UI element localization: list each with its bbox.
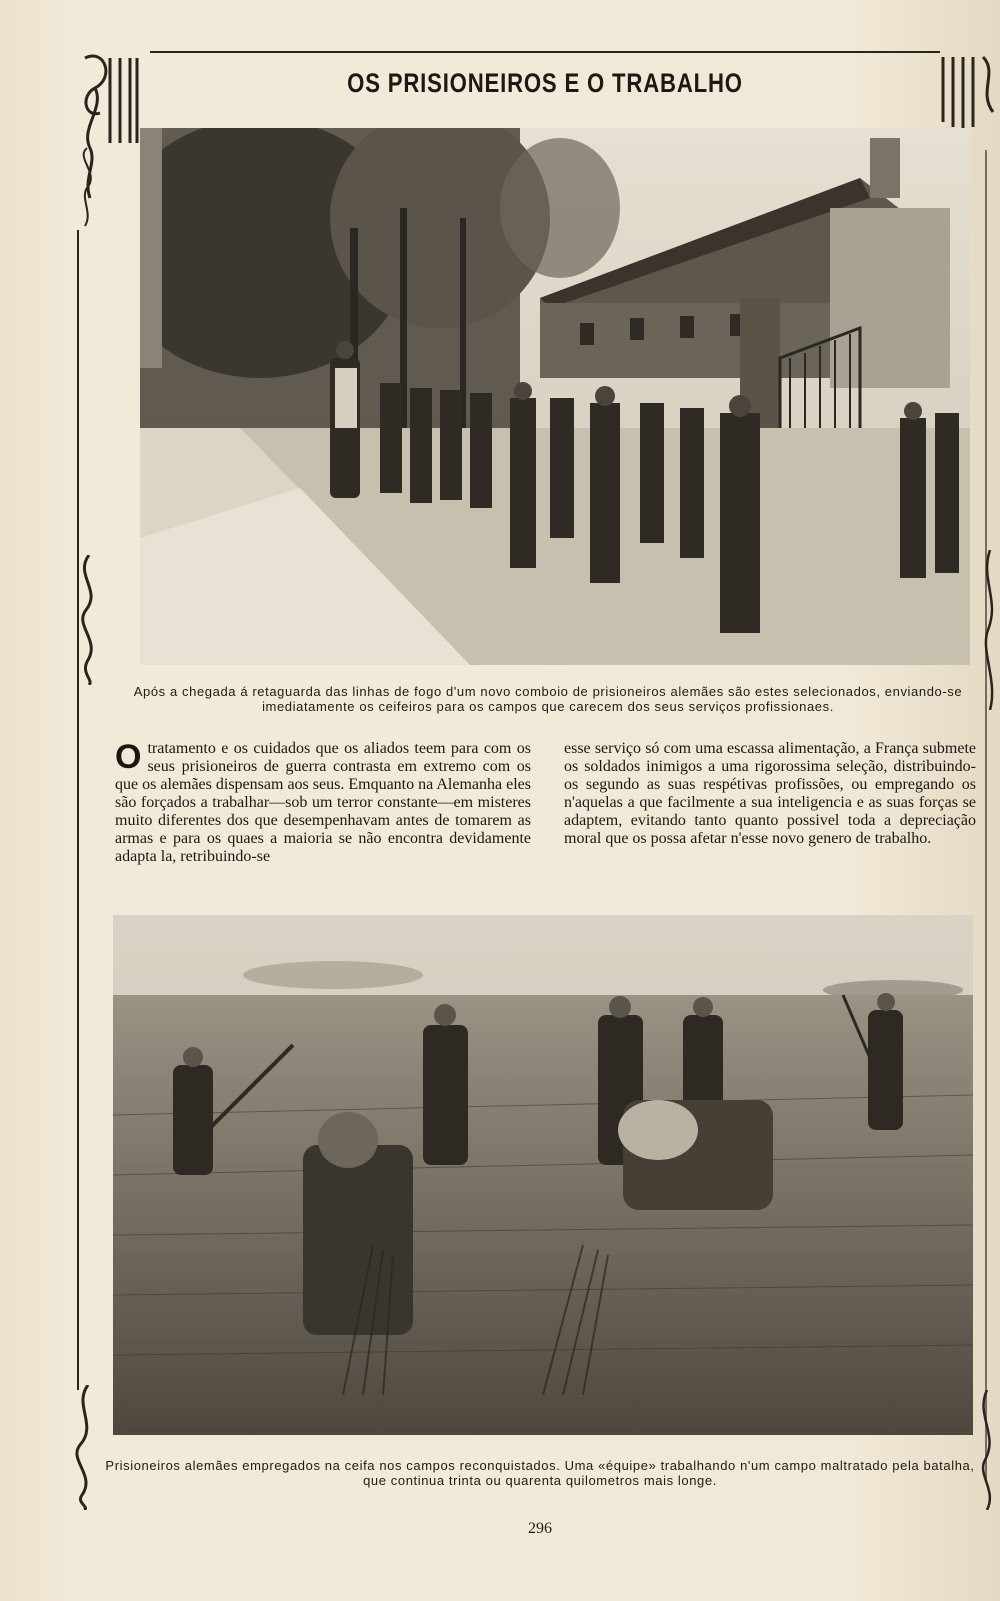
article-text-right: esse serviço só com uma escassa alimentação, a França submete os soldados inimigos a uma rigorossima seleção, distribuindo-os segundo as suas respétivas profissões, ou empregando os n'aquelas a que facilmente a sua inteligencia e as suas forças se adaptem, evitando tanto quanto possivel toda a depreciação moral que os possa afetar n'esse novo genero de trabalho. — [564, 740, 976, 847]
art-nouveau-ornament-bottom-left — [68, 1385, 102, 1510]
caption-bottom-photo: Prisioneiros alemães empregados na ceifa nos campos reconquistados. Uma «équipe» trabalhando n'um campo maltratado pela batalha, que continua trinta ou quarenta quilometros mais longe. — [105, 1458, 975, 1488]
article-column-left — [115, 740, 531, 866]
article-text-left: tratamento e os cuidados que os aliados teem para com os seus prisioneiros de guerra contrasta em extremo com os que os alemães dispensam aos seus. Emquanto na Alemanha eles são forçados a trabalhar—sob um terror constante—em misteres muito diferentes dos que desempenhavam antes de tomarem as armas e para os quaes a maioria se não encontra devidamente adapta la, retribuindo-se — [115, 740, 531, 865]
frame-left-rule — [77, 230, 79, 1390]
art-nouveau-ornament-mid-right — [980, 550, 1000, 710]
frame-top-rule — [150, 51, 940, 53]
art-nouveau-ornament-mid-left — [74, 555, 104, 685]
frame-right-rule — [985, 150, 987, 1480]
photo-prisoners-harvesting — [113, 915, 973, 1435]
page-number: 296 — [528, 1520, 552, 1537]
drop-cap: O — [115, 738, 142, 776]
photo-prisoners-arriving — [140, 128, 970, 665]
caption-top-photo: Após a chegada á retaguarda das linhas de fogo d'um novo comboio de prisioneiros alemães são estes selecionados, enviando-se imediatamente os ceifeiros para os campos que carecem dos seus serviços profissionaes. — [133, 684, 963, 714]
art-nouveau-ornament-bottom-right — [975, 1390, 1000, 1510]
page-title: OS PRISIONEIROS E O TRABALHO — [347, 68, 743, 98]
article-column-right — [564, 740, 976, 848]
art-nouveau-ornament-top-left — [75, 48, 145, 228]
